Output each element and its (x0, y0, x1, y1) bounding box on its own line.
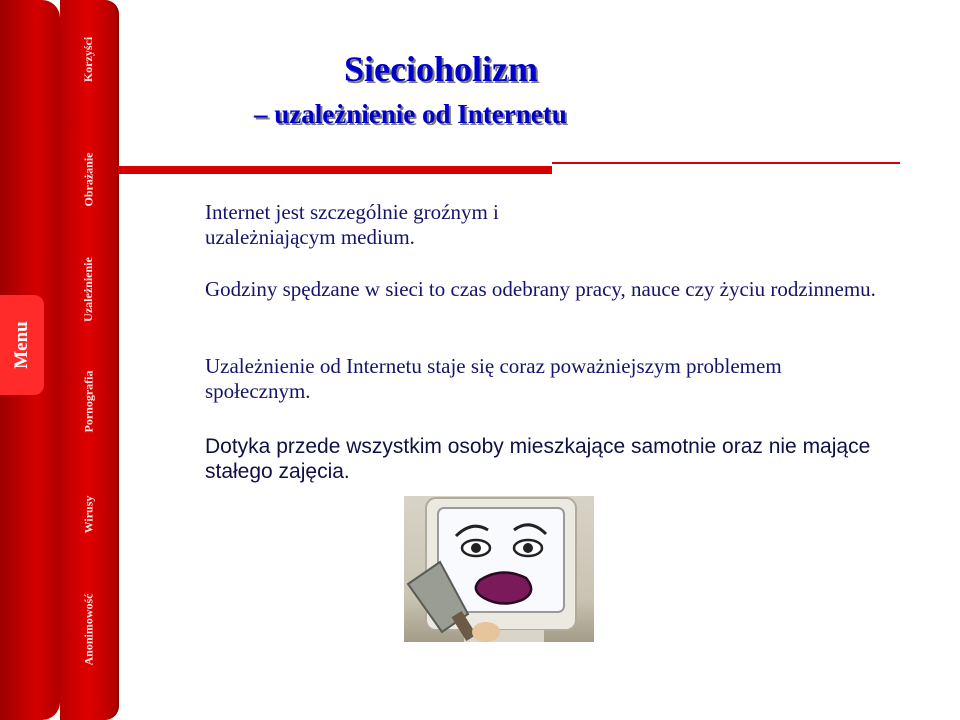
nav-item-label: Wirusy (80, 495, 95, 533)
paragraph-3: Uzależnienie od Internetu staje się coraz poważniejszym problemem społecznym. (205, 354, 782, 403)
title-divider-thin (552, 162, 900, 164)
nav-item-wirusy[interactable] (60, 455, 117, 573)
paragraph-1: Internet jest szczególnie groźnym i uzależniającym medium. (205, 200, 499, 249)
nav-item-uzaleznienie[interactable] (60, 230, 117, 348)
paragraph-4: Dotyka przede wszystkim osoby mieszkające samotnie oraz nie mające stałego zajęcia. (205, 435, 871, 483)
menu-label: Menu (11, 321, 32, 369)
nav-item-label: Pornografia (81, 370, 95, 432)
scared-monitor-icon (404, 496, 594, 642)
nav-item-label: Korzyści (80, 36, 95, 82)
nav-item-label: Obrażanie (81, 152, 95, 206)
menu-button[interactable] (0, 295, 44, 395)
slide-subtitle: – uzależnienie od Internetu (254, 99, 567, 129)
nav-item-pornografia[interactable] (60, 342, 117, 460)
nav-item-label: Uzależnienie (81, 256, 95, 322)
nav-item-anonimowosc[interactable] (60, 570, 117, 688)
paragraph-2: Godziny spędzane w sieci to czas odebrany pracy, nauce czy życiu rodzinnemu. (205, 277, 876, 301)
nav-item-label: Anonimowość (81, 592, 96, 666)
nav-item-korzysci[interactable] (60, 0, 117, 118)
scared-monitor-image (404, 496, 594, 642)
nav-item-obrazanie[interactable] (60, 120, 117, 238)
title-divider (118, 166, 552, 174)
slide-title: Siecioholizm (344, 49, 538, 89)
